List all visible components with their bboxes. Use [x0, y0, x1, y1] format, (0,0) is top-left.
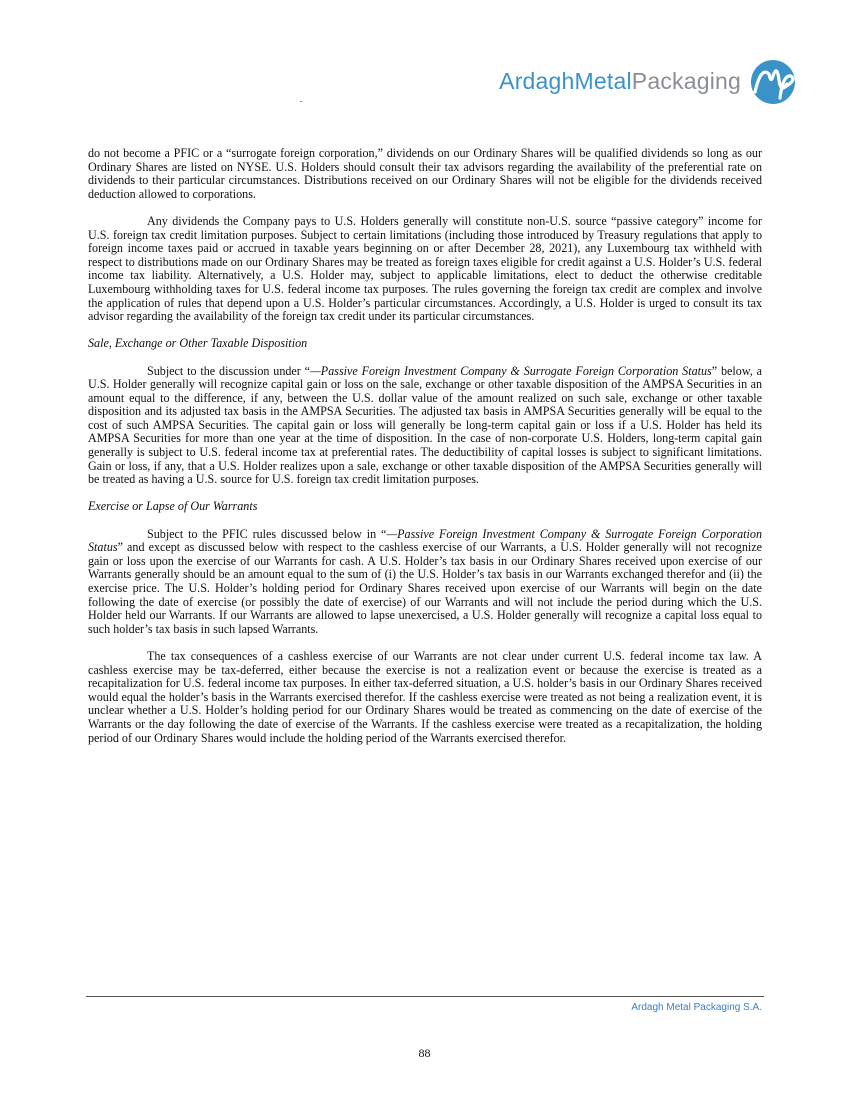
paragraph-sale-exchange [88, 365, 762, 487]
paragraph-foreign-tax-credit: Any dividends the Company pays to U.S. Holders generally will constitute non-U.S. source “passive category” income for U.S. foreign tax credit limitation purposes. Subject to certain limitations (including those introduced by Treasury regulations that apply to foreign income taxes paid or accrued in taxable years beginning on or after December 28, 2021), any Luxembourg tax withheld with respect to distributions made on our Ordinary Shares may be treated as foreign taxes eligible for credit against a U.S. Holder’s U.S. federal income tax liability. Alternatively, a U.S. Holder may, subject to applicable limitations, elect to deduct the otherwise creditable Luxembourg withholding taxes for U.S. federal income tax purposes. The rules governing the foreign tax credit are complex and involve the application of rules that depend upon a U.S. Holder’s particular circumstances. Accordingly, a U.S. Holder is urged to consult its tax advisor regarding the availability of the foreign tax credit under its particular circumstances. [88, 213, 762, 324]
paragraph-warrants-exercise-reference: —Passive Foreign Investment Company & Surrogate Foreign Corporation Status [88, 526, 762, 555]
paragraph-warrants-exercise [88, 528, 762, 637]
page-number: 88 [418, 1046, 431, 1060]
paragraph-sale-exchange-rest: ” below, a U.S. Holder generally will recognize capital gain or loss on the sale, exchange or other taxable disposition of the AMPSA Securities in an amount equal to the difference, if any, between the U.S. dollar value of the amount realized on such sale, exchange or other taxable disposition and its adjusted tax basis in the AMPSA Securities. The adjusted tax basis in AMPSA Securities generally will be equal to the cost of such AMPSA Securities. The capital gain or loss will generally be long-term capital gain or loss if a U.S. Holder has held its AMPSA Securities for more than one year at the time of disposition. In the case of non-corporate U.S. Holders, long-term capital gain generally is subject to U.S. federal income tax at preferential rates. The deductibility of capital losses is subject to significant limitations. Gain or loss, if any, that a U.S. Holder realizes upon a sale, exchange or other taxable disposition of the AMPSA Securities generally will be treated as having a U.S. source for U.S. foreign tax credit limitation purposes. [88, 363, 763, 487]
amp-logo-mark-icon [747, 54, 801, 108]
section-heading-sale-exchange: Sale, Exchange or Other Taxable Disposition [88, 336, 308, 351]
paragraph-cashless-exercise: The tax consequences of a cashless exercise of our Warrants are not clear under current U.S. federal income tax law. A cashless exercise may be tax-deferred, either because the exercise is not a realization event or because the exercise is treated as a recapitalization for U.S. federal income tax purposes. In either tax-deferred situation, a U.S. holder’s basis in our Ordinary Shares received would equal the holder’s basis in the Warrants exercised therefor. If the cashless exercise were treated as not being a realization event, it is unclear whether a U.S. Holder’s holding period for our Ordinary Shares would be treated as commencing on the date of exercise of the Warrants or the day following the date of exercise of the Warrants. If the cashless exercise were treated as a recapitalization, the holding period of our Ordinary Shares would include the holding period of the Warrants exercised therefor. [88, 648, 762, 745]
paragraph-warrants-exercise-start: Subject to the PFIC rules discussed below in “ [147, 526, 387, 541]
paragraph-sale-exchange-start: Subject to the discussion under “ [147, 363, 311, 378]
company-logo [499, 54, 741, 108]
logo-word-metal: Metal [574, 67, 632, 94]
logo-word-packaging: Packaging [631, 67, 741, 94]
paragraph-warrants-exercise-rest: ” and except as discussed below with respect to the cashless exercise of our Warrants, a U.S. Holder generally will not recognize gain or loss upon the exercise of our Warrants for cash. A U.S. Holder’s tax basis in our Ordinary Shares received upon exercise of our Warrants generally should be an amount equal to the sum of (i) the U.S. Holder’s tax basis in our Warrants exchanged therefor and (ii) the exercise price. The U.S. Holder’s holding period for Ordinary Shares received upon exercise of our Warrants will begin on the date following the date of exercise (or possibly the date of exercise) of our Warrants and will not include the period during which the U.S. Holder held our Warrants. If our Warrants are allowed to lapse unexercised, a U.S. Holder generally will recognize a capital loss equal to such holder’s tax basis in such lapsed Warrants. [88, 540, 762, 636]
footer-company-name: Ardagh Metal Packaging S.A. [631, 1002, 762, 1013]
logo-word-ardagh: Ardagh [499, 67, 575, 94]
footer-divider [86, 996, 764, 997]
section-heading-warrants: Exercise or Lapse of Our Warrants [88, 499, 258, 514]
logo-wordmark [499, 68, 741, 95]
stray-mark [300, 101, 302, 102]
paragraph-dividends-qualified: do not become a PFIC or a “surrogate foreign corporation,” dividends on our Ordinary Shares will be qualified dividends so long as our Ordinary Shares are listed on NYSE. U.S. Holders should consult their tax advisors regarding the availability of the preferential rate on dividends to their particular circumstances. Distributions received on our Ordinary Shares will not be eligible for the dividends received deduction allowed to corporations. [88, 146, 762, 201]
paragraph-sale-exchange-reference: —Passive Foreign Investment Company & Surrogate Foreign Corporation Status [310, 363, 712, 378]
document-body [88, 147, 762, 759]
